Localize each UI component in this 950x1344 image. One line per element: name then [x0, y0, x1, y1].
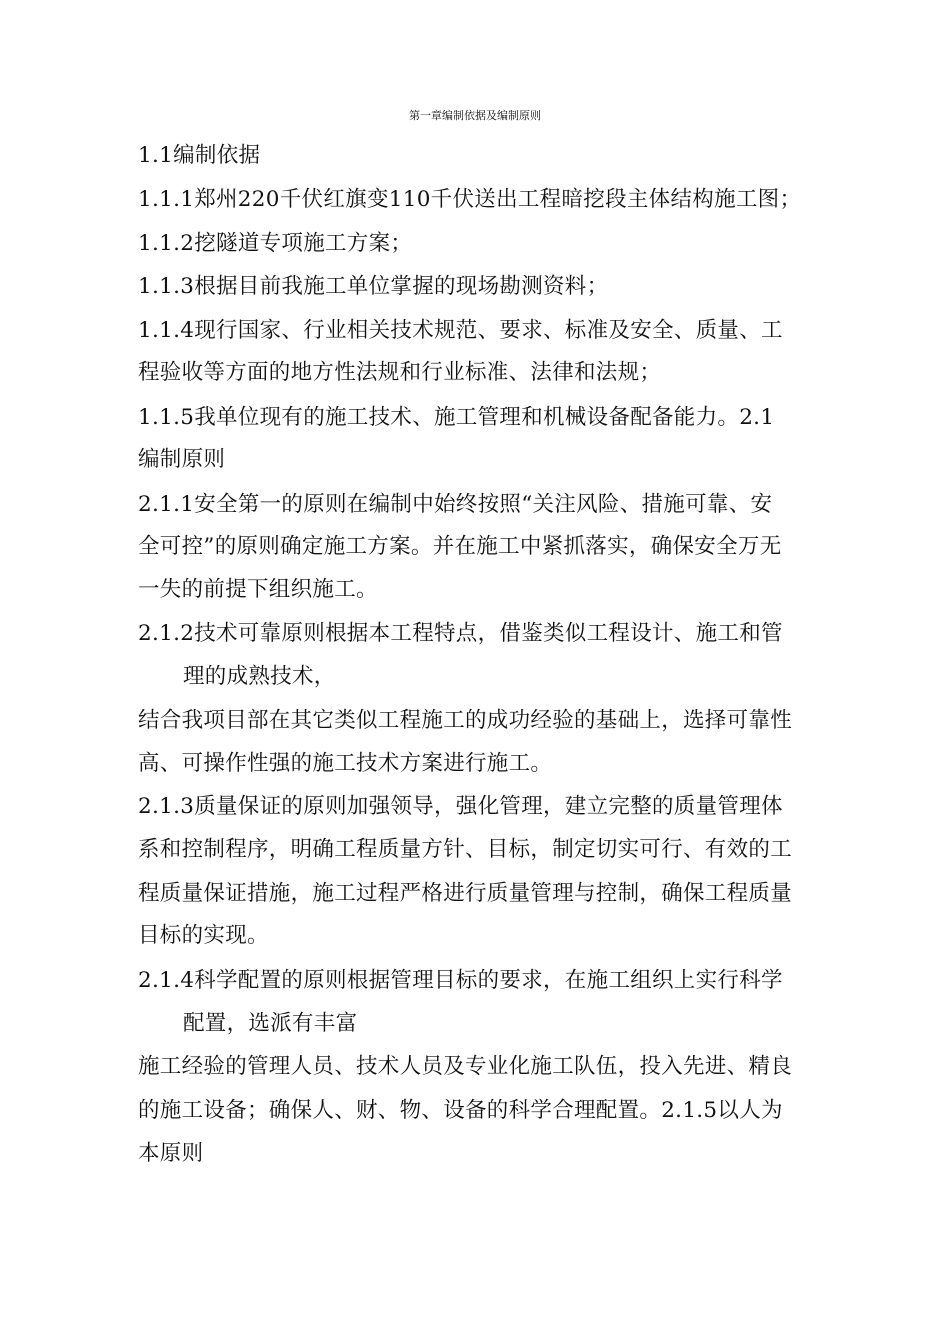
text-line: 1.1.4现行国家、行业相关技术规范、要求、标准及安全、质量、工	[138, 318, 783, 343]
section-heading-2-1: 编制原则	[138, 447, 226, 472]
text-line: 目标的实现。	[138, 923, 269, 948]
text-line: 一失的前提下组织施工。	[138, 577, 378, 602]
chapter-title: 第一章编制依据及编制原则	[409, 109, 541, 122]
text-line: 配置，选派有丰富	[183, 1011, 358, 1036]
text-line: 1.1.2挖隧道专项施工方案；	[138, 231, 413, 256]
text-line: 1.1.3根据目前我施工单位掌握的现场勘测资料；	[138, 274, 609, 299]
text-line: 2.1.2技术可靠原则根据本工程特点，借鉴类似工程设计、施工和管	[138, 621, 783, 646]
text-line: 2.1.3质量保证的原则加强领导，强化管理，建立完整的质量管理体	[138, 794, 783, 819]
text-line: 本原则	[138, 1141, 204, 1166]
text-line: 程验收等方面的地方性法规和行业标准、法律和法规；	[138, 360, 662, 385]
text-line: 的施工设备；确保人、财、物、设备的科学合理配置。2.1.5以人为	[138, 1098, 783, 1123]
text-line: 1.1.5我单位现有的施工技术、施工管理和机械设备配备能力。2.1	[138, 405, 775, 430]
text-line: 2.1.1安全第一的原则在编制中始终按照“关注风险、措施可靠、安	[138, 492, 773, 517]
text-line: 施工经验的管理人员、技术人员及专业化施工队伍，投入先进、精良	[138, 1054, 793, 1079]
text-line: 2.1.4科学配置的原则根据管理目标的要求，在施工组织上实行科学	[138, 968, 783, 993]
text-line: 高、可操作性强的施工技术方案进行施工。	[138, 751, 553, 776]
text-line: 1.1.1郑州220千伏红旗变110千伏送出工程暗挖段主体结构施工图；	[138, 187, 802, 212]
text-line: 系和控制程序，明确工程质量方针、目标，制定切实可行、有效的工	[138, 837, 793, 862]
text-line: 程质量保证措施，施工过程严格进行质量管理与控制，确保工程质量	[138, 881, 793, 906]
text-line: 理的成熟技术，	[183, 664, 336, 689]
text-line: 结合我项目部在其它类似工程施工的成功经验的基础上，选择可靠性	[138, 708, 793, 733]
text-line: 全可控”的原则确定施工方案。并在施工中紧抓落实，确保安全万无	[138, 534, 782, 559]
section-heading-1-1: 1.1编制依据	[138, 143, 261, 168]
